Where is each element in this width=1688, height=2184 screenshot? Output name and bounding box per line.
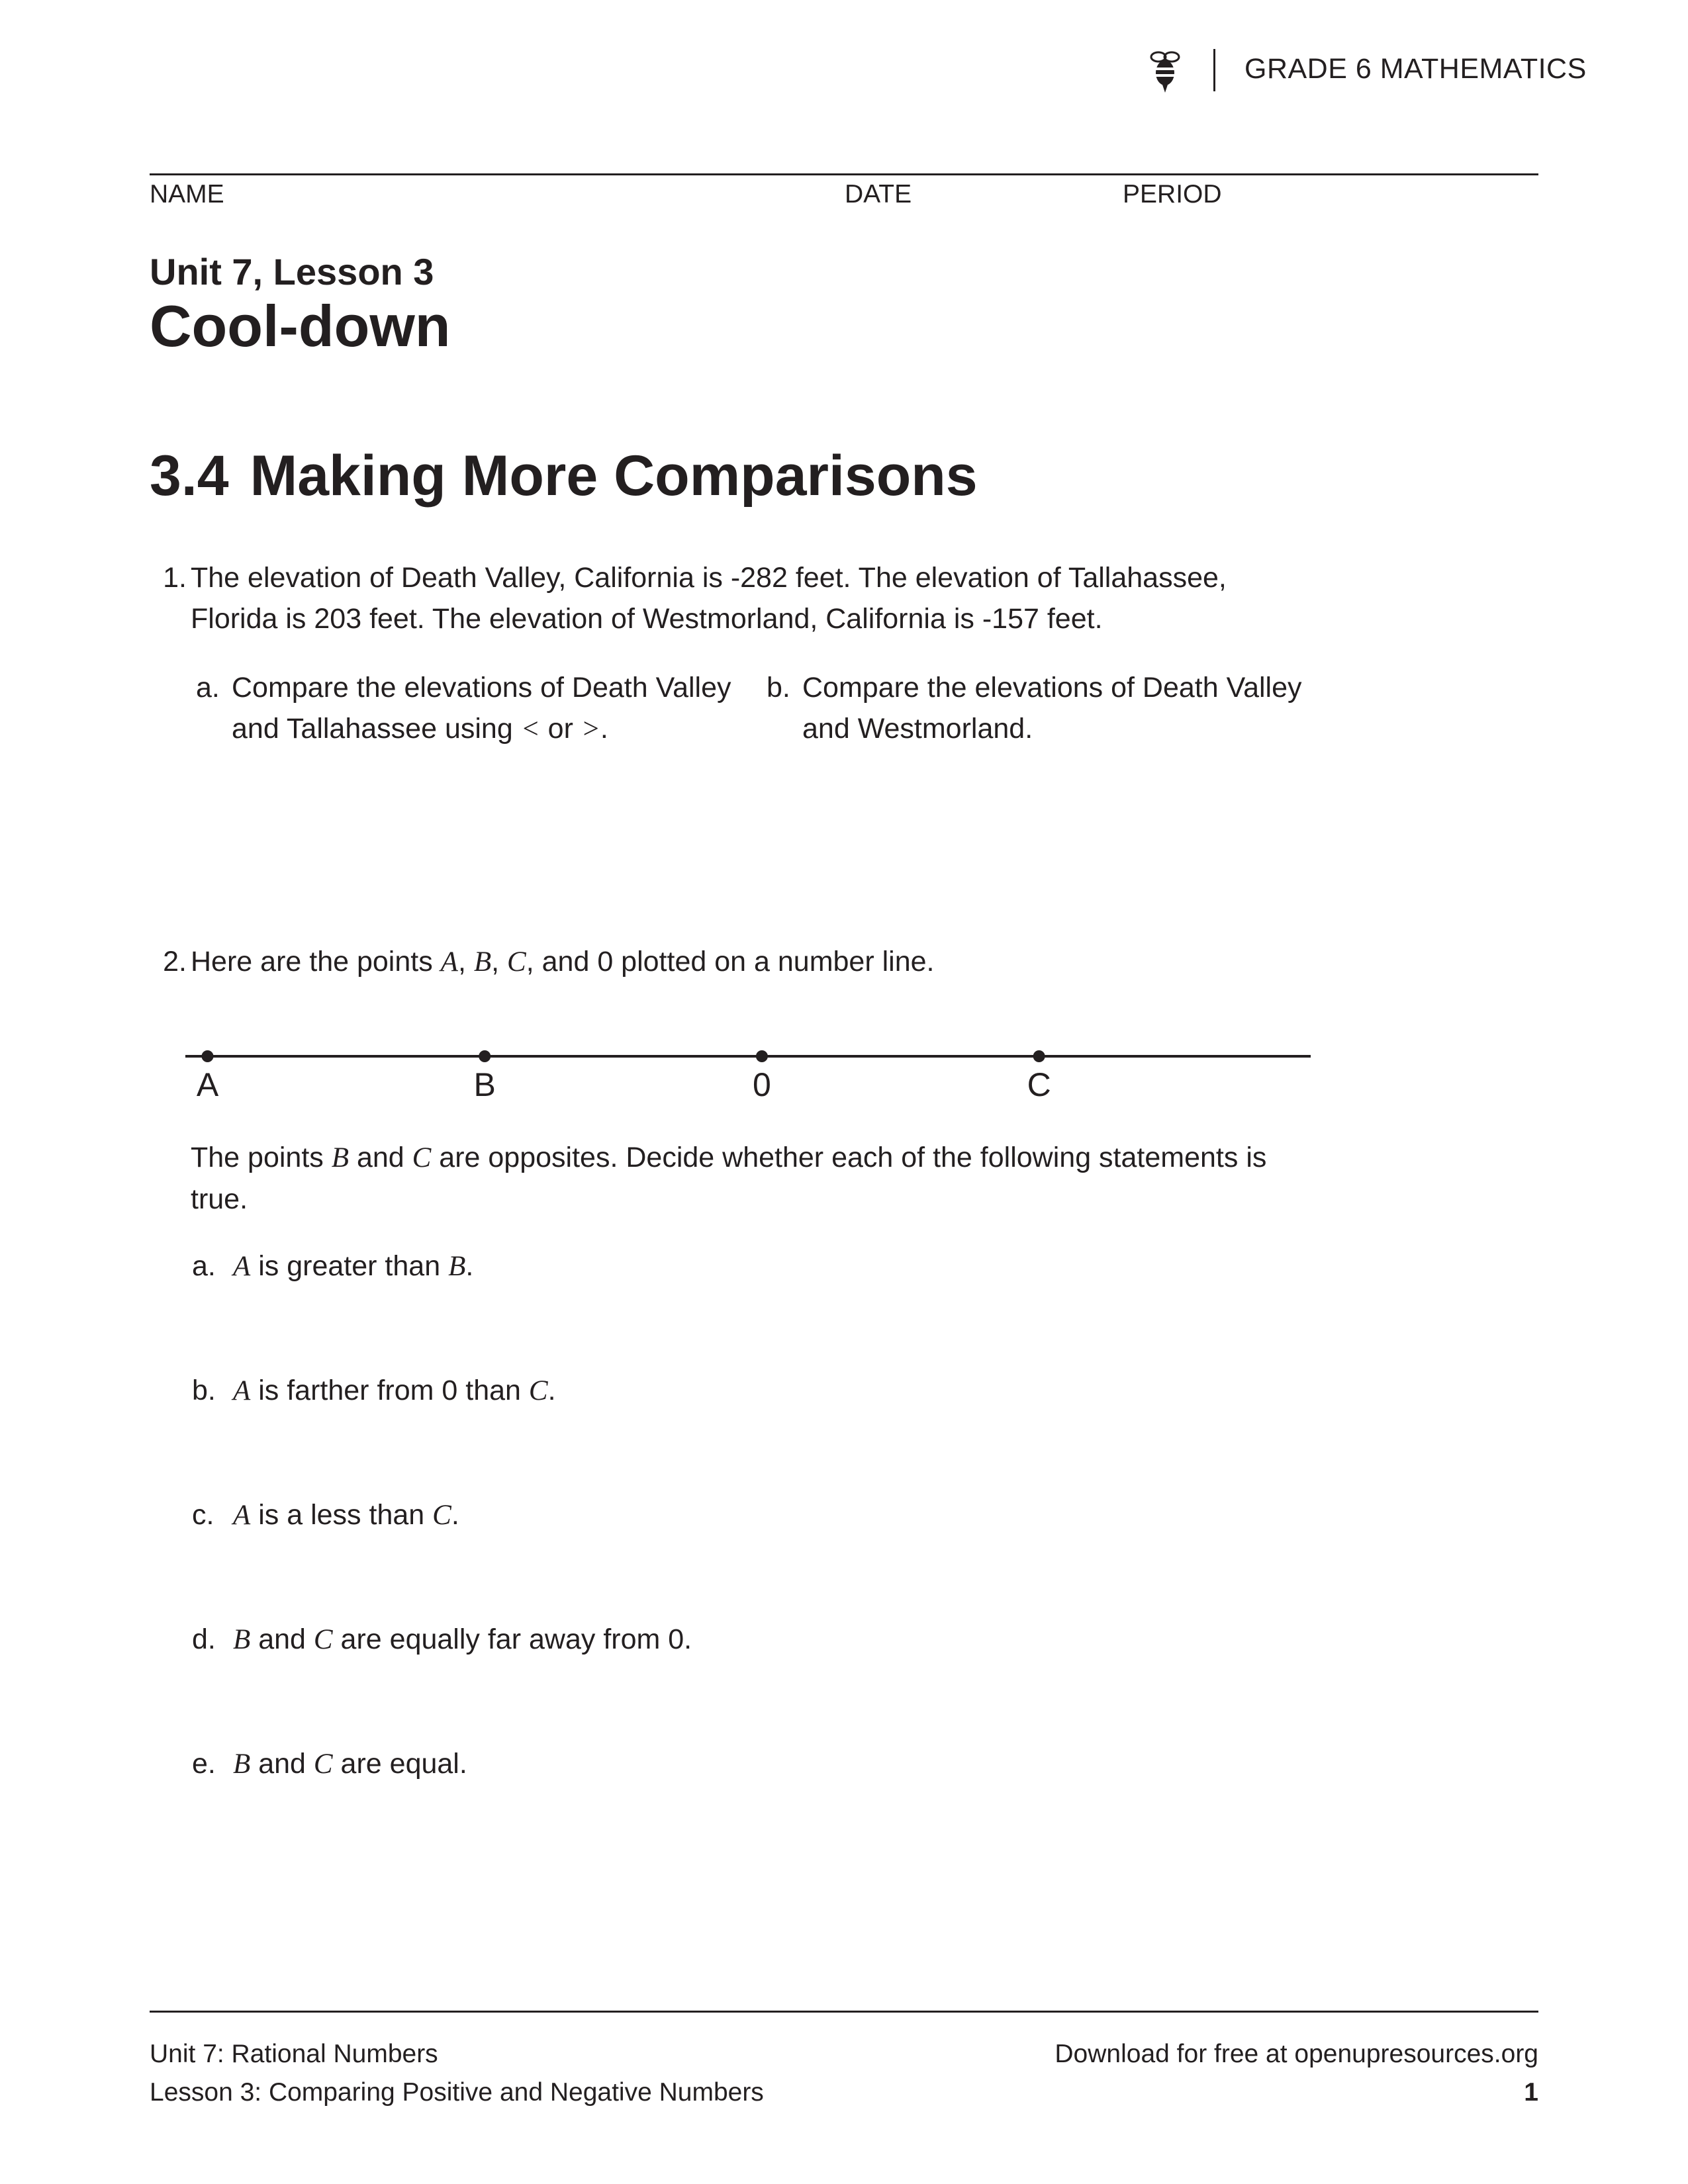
mid-text: and <box>250 1623 314 1655</box>
question-1b-letter: b. <box>767 672 790 704</box>
q2-intro-post: , and 0 plotted on a number line. <box>526 946 935 978</box>
question-1a-letter: a. <box>196 672 220 704</box>
question-2-number: 2. <box>163 946 187 978</box>
question-2-text <box>191 941 1316 983</box>
var-2: B <box>448 1251 466 1282</box>
less-than-symbol: < <box>520 713 540 745</box>
mid-text: is greater than <box>250 1250 449 1282</box>
var-1: A <box>233 1251 251 1282</box>
end-text: are equally far away from 0. <box>332 1623 692 1655</box>
activity-heading <box>150 443 978 509</box>
q1a-line2: and Tallahassee using <box>232 713 521 745</box>
activity-number: 3.4 <box>150 444 229 508</box>
number-line-label: 0 <box>753 1066 771 1103</box>
question-2e-letter: e. <box>192 1748 216 1780</box>
question-2c-text <box>233 1494 1292 1536</box>
footer-download-link[interactable]: Download for free at openupresources.org <box>1055 2040 1538 2068</box>
q2-comma-2: , <box>491 946 508 978</box>
end-text: . <box>465 1250 474 1282</box>
var-2: C <box>313 1624 333 1655</box>
var-1: B <box>233 1624 251 1655</box>
grade-title: GRADE 6 MATHEMATICS <box>1244 53 1587 85</box>
mid-text: is a less than <box>250 1499 433 1531</box>
footer-unit: Unit 7: Rational Numbers <box>150 2040 438 2068</box>
q1a-or: or <box>539 713 581 745</box>
number-line-point <box>756 1050 768 1062</box>
page-number: 1 <box>1524 2078 1538 2107</box>
mid-text: is farther from 0 than <box>250 1375 529 1406</box>
question-1-number: 1. <box>163 562 187 594</box>
period-field[interactable]: PERIOD <box>1123 180 1222 208</box>
var-b: B <box>473 946 492 978</box>
var-a: A <box>440 946 458 978</box>
question-2e-text <box>233 1743 1292 1785</box>
greater-than-symbol: > <box>581 713 600 745</box>
footer-rule <box>150 2011 1538 2013</box>
number-line-point <box>479 1050 491 1062</box>
q2-intro-pre: Here are the points <box>191 946 441 978</box>
var-2: C <box>528 1375 548 1406</box>
q1a-line1: Compare the elevations of Death Valley <box>232 672 731 704</box>
var-2: C <box>313 1749 333 1780</box>
question-1b-text: Compare the elevations of Death Valley and Westmorland. <box>802 672 1302 745</box>
var-1: A <box>233 1500 251 1531</box>
end-text: are equal. <box>332 1748 467 1780</box>
end-text: . <box>547 1375 556 1406</box>
question-2a-letter: a. <box>192 1250 216 1282</box>
page-title: Cool-down <box>150 293 451 359</box>
number-line-label: C <box>1027 1066 1051 1103</box>
lesson-label: Unit 7, Lesson 3 <box>150 251 434 293</box>
number-line-point <box>201 1050 213 1062</box>
name-rule <box>150 173 1538 175</box>
var-2: C <box>432 1500 451 1531</box>
question-2c-letter: c. <box>192 1499 214 1531</box>
number-line-point <box>1033 1050 1045 1062</box>
var-b: B <box>331 1142 350 1173</box>
number-line <box>185 1032 1311 1112</box>
q2-comma-1: , <box>457 946 474 978</box>
date-field[interactable]: DATE <box>845 180 912 208</box>
var-c: C <box>507 946 526 978</box>
bee-logo-icon <box>1144 46 1186 94</box>
question-2a-text <box>233 1246 1292 1287</box>
question-2b-letter: b. <box>192 1375 216 1406</box>
question-2d-text <box>233 1619 1292 1661</box>
name-field[interactable]: NAME <box>150 180 224 208</box>
q1a-period: . <box>600 713 608 745</box>
statement-post: are opposites. Decide whether each of the following statements is true. <box>191 1142 1267 1215</box>
mid-text: and <box>250 1748 314 1780</box>
var-1: A <box>233 1375 251 1406</box>
statement-pre: The points <box>191 1142 332 1173</box>
end-text: . <box>451 1499 459 1531</box>
activity-title: Making More Comparisons <box>250 444 978 508</box>
header-divider <box>1213 49 1215 91</box>
footer-lesson: Lesson 3: Comparing Positive and Negative Numbers <box>150 2078 764 2107</box>
question-2d-letter: d. <box>192 1623 216 1655</box>
question-1a-text <box>232 667 748 750</box>
number-line-label: B <box>473 1066 496 1103</box>
question-2-statement <box>191 1137 1316 1220</box>
var-c: C <box>412 1142 432 1173</box>
statement-and: and <box>349 1142 412 1173</box>
var-1: B <box>233 1749 251 1780</box>
question-2b-text <box>233 1370 1292 1412</box>
question-1-text: The elevation of Death Valley, California is -282 feet. The elevation of Tallahassee, Florida is 203 feet. The elevation of Westmorland, California is -157 feet. <box>191 562 1227 635</box>
number-line-label: A <box>196 1066 219 1103</box>
